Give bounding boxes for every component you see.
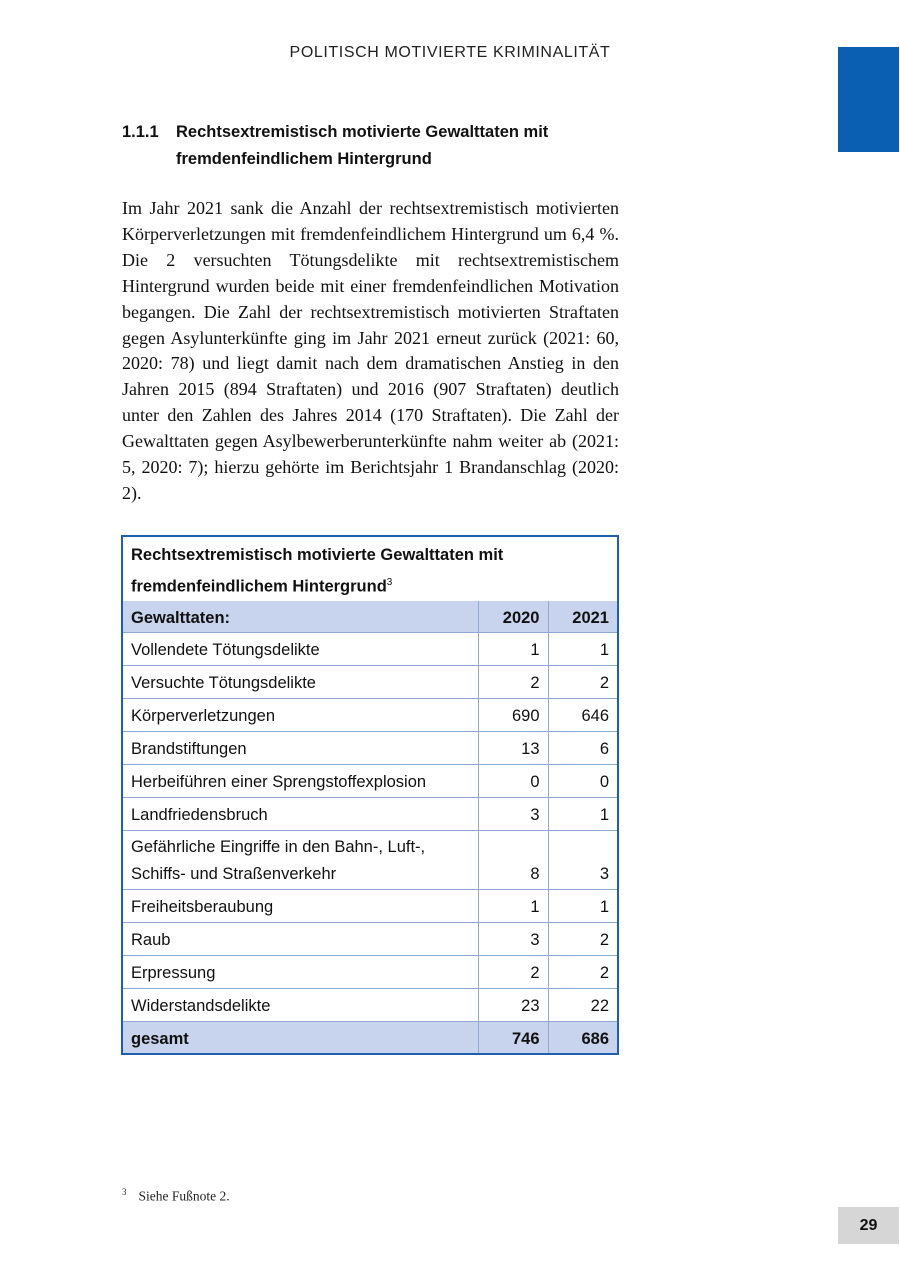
header-2020: 2020: [478, 601, 548, 633]
table-row: [123, 831, 617, 890]
table-row: [123, 732, 617, 765]
total-2020: 746: [478, 1022, 548, 1054]
table-row: [123, 923, 617, 956]
value-2020: 3: [478, 923, 548, 956]
value-2020: 2: [478, 666, 548, 699]
value-2021: 1: [548, 798, 617, 831]
row-label: Vollendete Tötungsdelikte: [123, 633, 478, 666]
row-label: Herbeiführen einer Sprengstoffexplosion: [123, 765, 478, 798]
total-label: gesamt: [123, 1022, 478, 1054]
table-title-line1: Rechtsextremistisch motivierte Gewalttaten mit: [131, 546, 504, 564]
value-2021: 1: [548, 633, 617, 666]
value-2020: 1: [478, 633, 548, 666]
value-2020: 13: [478, 732, 548, 765]
row-label: Raub: [123, 923, 478, 956]
table-title-line2: fremdenfeindlichem Hintergrund: [131, 577, 387, 596]
value-2020: 23: [478, 989, 548, 1022]
row-label: Freiheitsberaubung: [123, 890, 478, 923]
value-2021: 22: [548, 989, 617, 1022]
table-title: [123, 537, 617, 601]
value-2021: 646: [548, 699, 617, 732]
row-label: Erpressung: [123, 956, 478, 989]
value-2021: 2: [548, 666, 617, 699]
table-row: [123, 989, 617, 1022]
value-2020: 2: [478, 956, 548, 989]
crime-table: [123, 601, 617, 1053]
section-number: 1.1.1: [122, 123, 159, 141]
footnote: [122, 1187, 230, 1205]
table-row: [123, 666, 617, 699]
table-total-row: [123, 1022, 617, 1054]
row-label: Versuchte Tötungsdelikte: [123, 666, 478, 699]
footnote-mark: 3: [122, 1187, 127, 1197]
page-number: 29: [838, 1207, 899, 1244]
chapter-tab-marker: [838, 47, 899, 152]
value-2021: 2: [548, 956, 617, 989]
value-2020: 3: [478, 798, 548, 831]
table-row: [123, 699, 617, 732]
table-row: [123, 633, 617, 666]
table-row: [123, 765, 617, 798]
row-label: Widerstandsdelikte: [123, 989, 478, 1022]
statistics-table: [121, 535, 619, 1055]
running-head: POLITISCH MOTIVIERTE KRIMINALITÄT: [289, 44, 611, 61]
footnote-text: Siehe Fußnote 2.: [138, 1188, 230, 1204]
value-2020: 690: [478, 699, 548, 732]
header-2021: 2021: [548, 601, 617, 633]
row-label: Körperverletzungen: [123, 699, 478, 732]
value-2020: 1: [478, 890, 548, 923]
table-row: [123, 890, 617, 923]
table-row: [123, 956, 617, 989]
section-title: Rechtsextremistisch motivierte Gewalttaten mit fremdenfeindlichem Hintergrund: [176, 123, 549, 168]
footnote-ref: 3: [386, 577, 393, 588]
header-label: Gewalttaten:: [123, 601, 478, 633]
row-label: Gefährliche Eingriffe in den Bahn-, Luft-, Schiffs- und Straßenverkehr: [123, 831, 478, 890]
table-row: [123, 798, 617, 831]
total-2021: 686: [548, 1022, 617, 1054]
row-label: Brandstiftungen: [123, 732, 478, 765]
value-2020: 8: [478, 831, 548, 890]
body-paragraph: Im Jahr 2021 sank die Anzahl der rechtsextremistisch motivierten Körperverletzungen mit fremdenfeindlichem Hintergrund um 6,4 %. Die 2 versuchten Tötungsdelikte mit rechtsextremistischem Hintergrund wurden beide mit einer fremdenfeindlichen Motivation begangen. Die Zahl der rechtsextremistisch motivierten Straftaten gegen Asylunterkünfte ging im Jahr 2021 erneut zurück (2021: 60, 2020: 78) und liegt damit nach dem dramatischen Anstieg in den Jahren 2015 (894 Straftaten) und 2016 (907 Straftaten) deutlich unter den Zahlen des Jahres 2014 (170 Straftaten). Die Zahl der Gewalttaten gegen Asylbewerberunterkünfte nahm weiter ab (2021: 5, 2020: 7); hierzu gehörte im Berichtsjahr 1 Brandanschlag (2020: 2).: [122, 198, 619, 503]
value-2021: 1: [548, 890, 617, 923]
value-2021: 2: [548, 923, 617, 956]
section-heading: [122, 119, 622, 173]
value-2021: 0: [548, 765, 617, 798]
table-header-row: [123, 601, 617, 633]
value-2020: 0: [478, 765, 548, 798]
value-2021: 6: [548, 732, 617, 765]
value-2021: 3: [548, 831, 617, 890]
row-label: Landfriedensbruch: [123, 798, 478, 831]
